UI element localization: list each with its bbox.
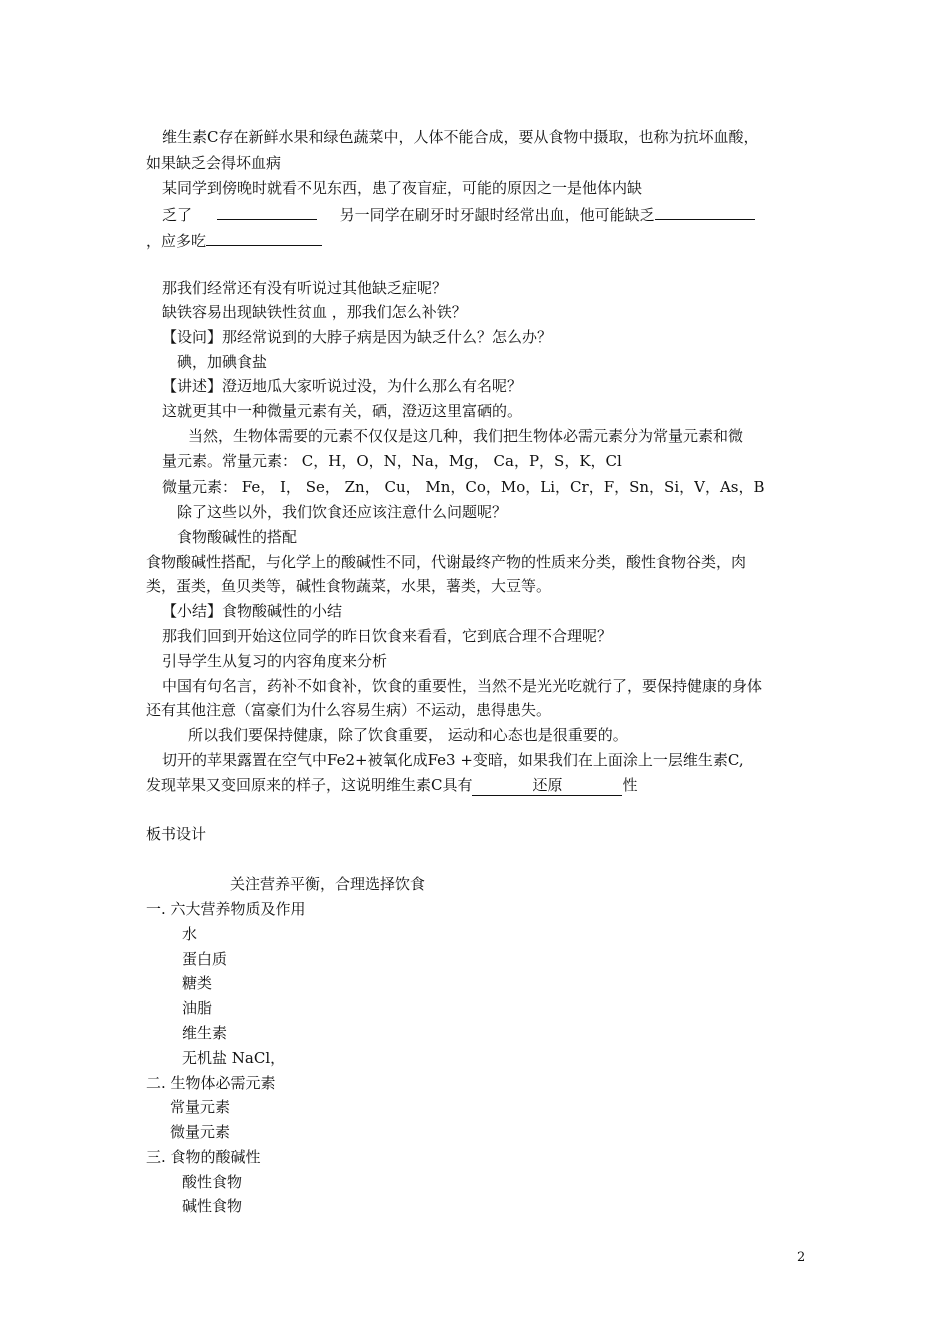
answer-blank: 还原	[472, 775, 622, 796]
text-segment: 另一同学在刷牙时牙龈时经常出血，他可能缺乏	[339, 206, 655, 224]
list-item: 糖类	[182, 974, 213, 992]
text-line	[146, 229, 322, 251]
text-line: 碘，加碘食盐	[177, 353, 268, 371]
fill-blank	[206, 229, 322, 246]
text-line: 切开的苹果露置在空气中Fe2+被氧化成Fe3 +变暗，如果我们在上面涂上一层维生素C,	[162, 751, 744, 769]
text-line: 【讲述】澄迈地瓜大家听说过没，为什么那么有名呢？	[162, 377, 523, 395]
list-item: 酸性食物	[182, 1173, 243, 1191]
text-line: 所以我们要保持健康，除了饮食重要， 运动和心态也是很重要的。	[188, 726, 628, 744]
fill-blank	[655, 203, 755, 220]
text-line: 这就更其中一种微量元素有关，硒，澄迈这里富硒的。	[162, 402, 523, 420]
text-line: 维生素C存在新鲜水果和绿色蔬菜中，人体不能合成，要从食物中摄取，也称为抗坏血酸，	[162, 128, 759, 146]
board-section-2: 二. 生物体必需元素	[146, 1074, 276, 1092]
text-line: 【小结】食物酸碱性的小结	[162, 602, 343, 620]
text-segment: ，应多吃	[146, 232, 207, 250]
fill-blank	[217, 203, 317, 220]
list-item: 碱性食物	[182, 1197, 243, 1215]
text-line: 某同学到傍晚时就看不见东西，患了夜盲症，可能的原因之一是他体内缺	[162, 179, 643, 197]
list-item: 油脂	[182, 999, 213, 1017]
list-item: 维生素	[182, 1024, 228, 1042]
text-segment: 发现苹果又变回原来的样子，这说明维生素C具有	[146, 776, 473, 794]
list-item: 水	[182, 925, 198, 943]
text-line: 如果缺乏会得坏血病	[146, 154, 282, 172]
text-line: 微量元素： Fe， I， Se， Zn， Cu， Mn，Co，Mo，Li，Cr，F，Sn，Si，V，As，B	[162, 478, 765, 496]
text-line	[162, 203, 755, 225]
text-line: 【设问】那经常说到的大脖子病是因为缺乏什么？怎么办？	[162, 328, 553, 346]
text-segment: 性	[622, 776, 638, 794]
text-line	[146, 775, 638, 796]
text-segment: 乏了	[162, 206, 193, 224]
text-line: 缺铁容易出现缺铁性贫血 ，那我们怎么补铁？	[162, 303, 467, 321]
board-section-3: 三. 食物的酸碱性	[146, 1148, 261, 1166]
list-item: 常量元素	[170, 1098, 231, 1116]
text-line: 还有其他注意（富豪们为什么容易生病）不运动，患得患失。	[146, 701, 552, 719]
board-title: 关注营养平衡，合理选择饮食	[230, 875, 426, 893]
list-item: 蛋白质	[182, 950, 228, 968]
text-line: 那我们经常还有没有听说过其他缺乏症呢？	[162, 279, 448, 297]
board-heading: 板书设计	[146, 825, 207, 843]
text-line: 食物酸碱性的搭配	[177, 528, 298, 546]
page-number: 2	[797, 1250, 806, 1265]
board-section-1: 一. 六大营养物质及作用	[146, 900, 306, 918]
text-line: 那我们回到开始这位同学的昨日饮食来看看，它到底合理不合理呢？	[162, 627, 613, 645]
text-line: 类，蛋类，鱼贝类等，碱性食物蔬菜，水果，薯类，大豆等。	[146, 577, 552, 595]
text-line: 当然，生物体需要的元素不仅仅是这几种，我们把生物体必需元素分为常量元素和微	[188, 427, 744, 445]
text-line: 除了这些以外，我们饮食还应该注意什么问题呢？	[177, 503, 508, 521]
list-item: 无机盐 NaCl，	[182, 1049, 286, 1067]
text-line: 食物酸碱性搭配，与化学上的酸碱性不同，代谢最终产物的性质来分类，酸性食物谷类，肉	[146, 553, 747, 571]
text-line: 量元素。常量元素： C，H，O，N，Na，Mg， Ca，P，S，K，Cl	[162, 452, 622, 470]
text-line: 引导学生从复习的内容角度来分析	[162, 652, 388, 670]
text-line: 中国有句名言，药补不如食补，饮食的重要性，当然不是光光吃就行了，要保持健康的身体	[162, 677, 763, 695]
list-item: 微量元素	[170, 1123, 231, 1141]
